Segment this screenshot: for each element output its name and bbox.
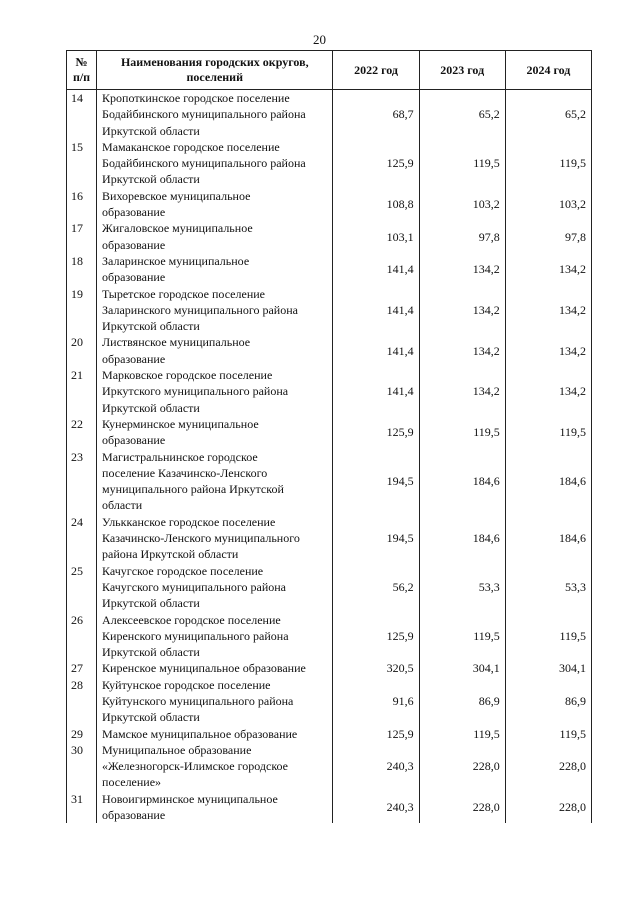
value-2024: 134,2 xyxy=(505,334,591,367)
name-line: Иркутской области xyxy=(102,645,200,660)
name-line: Алексеевское городское поселение xyxy=(102,612,281,627)
name-line: Иркутской области xyxy=(102,172,200,187)
name-line: Заларинского муниципального района xyxy=(102,302,298,317)
municipality-name xyxy=(97,514,333,563)
row-number: 31 xyxy=(67,791,97,824)
value-2023: 134,2 xyxy=(419,334,505,367)
municipality-name xyxy=(97,726,333,742)
value-2022: 194,5 xyxy=(333,514,419,563)
value-2022: 125,9 xyxy=(333,612,419,661)
value-2022: 320,5 xyxy=(333,660,419,676)
value-2024: 184,6 xyxy=(505,514,591,563)
name-line: Иркутской области xyxy=(102,596,200,611)
municipality-name xyxy=(97,188,333,221)
name-line: Качугское городское поселение xyxy=(102,563,264,578)
name-line: Иркутской области xyxy=(102,319,200,334)
page-number: 20 xyxy=(313,32,326,47)
name-line: Мамаканское городское поселение xyxy=(102,139,280,154)
value-2024: 103,2 xyxy=(505,188,591,221)
table-row xyxy=(67,791,592,824)
value-2023: 228,0 xyxy=(419,742,505,791)
value-2024: 97,8 xyxy=(505,220,591,253)
value-2024: 119,5 xyxy=(505,139,591,188)
table-row xyxy=(67,612,592,661)
value-2022: 56,2 xyxy=(333,563,419,612)
municipality-name xyxy=(97,742,333,791)
name-line: Иркутского муниципального района xyxy=(102,384,289,399)
name-line: Иркутской области xyxy=(102,123,200,138)
name-line: Кропоткинское городское поселение xyxy=(102,91,290,105)
row-number: 23 xyxy=(67,449,97,514)
name-line: Магистральнинское городское xyxy=(102,449,258,464)
header-name: Наименования городских округов, поселений xyxy=(97,51,333,90)
name-line: Бодайбинского муниципального района xyxy=(102,156,306,171)
value-2024: 134,2 xyxy=(505,367,591,416)
municipality-name xyxy=(97,286,333,335)
name-line: «Железногорск-Илимское городское xyxy=(102,759,289,774)
header-2022: 2022 год xyxy=(333,51,419,90)
name-line: образование xyxy=(102,351,166,366)
value-2023: 134,2 xyxy=(419,253,505,286)
value-2023: 86,9 xyxy=(419,677,505,726)
value-2024: 65,2 xyxy=(505,90,591,139)
value-2023: 119,5 xyxy=(419,612,505,661)
value-2024: 134,2 xyxy=(505,286,591,335)
table-row xyxy=(67,286,592,335)
value-2024: 304,1 xyxy=(505,660,591,676)
municipality-name xyxy=(97,90,333,139)
table-row xyxy=(67,742,592,791)
row-number: 24 xyxy=(67,514,97,563)
row-number: 21 xyxy=(67,367,97,416)
value-2023: 304,1 xyxy=(419,660,505,676)
value-2023: 134,2 xyxy=(419,286,505,335)
value-2023: 97,8 xyxy=(419,220,505,253)
value-2024: 119,5 xyxy=(505,416,591,449)
municipality-name xyxy=(97,449,333,514)
row-number: 14 xyxy=(67,90,97,139)
name-line: Иркутской области xyxy=(102,400,200,415)
table-body xyxy=(67,90,592,824)
name-line: Куйтунского муниципального района xyxy=(102,693,294,708)
table-row xyxy=(67,416,592,449)
name-line: области xyxy=(102,498,143,513)
tariff-table xyxy=(66,50,592,823)
value-2024: 228,0 xyxy=(505,791,591,824)
table-row xyxy=(67,334,592,367)
value-2022: 240,3 xyxy=(333,742,419,791)
row-number: 20 xyxy=(67,334,97,367)
table-row xyxy=(67,139,592,188)
table-row xyxy=(67,563,592,612)
value-2022: 194,5 xyxy=(333,449,419,514)
value-2022: 125,9 xyxy=(333,416,419,449)
value-2023: 53,3 xyxy=(419,563,505,612)
row-number: 16 xyxy=(67,188,97,221)
table-header-row xyxy=(67,51,592,90)
municipality-name xyxy=(97,563,333,612)
table-row xyxy=(67,677,592,726)
value-2024: 119,5 xyxy=(505,612,591,661)
municipality-name xyxy=(97,253,333,286)
table-row xyxy=(67,220,592,253)
value-2024: 53,3 xyxy=(505,563,591,612)
value-2023: 184,6 xyxy=(419,449,505,514)
name-line: образование xyxy=(102,205,166,220)
municipality-name xyxy=(97,791,333,824)
name-line: образование xyxy=(102,237,166,252)
name-line: Муниципальное образование xyxy=(102,742,252,757)
value-2023: 228,0 xyxy=(419,791,505,824)
value-2022: 91,6 xyxy=(333,677,419,726)
name-line: поселение Казачинско-Ленского xyxy=(102,465,268,480)
row-number: 15 xyxy=(67,139,97,188)
value-2023: 103,2 xyxy=(419,188,505,221)
value-2024: 134,2 xyxy=(505,253,591,286)
value-2024: 184,6 xyxy=(505,449,591,514)
municipality-name xyxy=(97,677,333,726)
row-number: 25 xyxy=(67,563,97,612)
name-line: Казачинско-Ленского муниципального xyxy=(102,531,300,546)
table-row xyxy=(67,660,592,676)
name-line: Тыретское городское поселение xyxy=(102,286,265,301)
name-line: Кунерминское муниципальное xyxy=(102,416,259,431)
value-2023: 184,6 xyxy=(419,514,505,563)
value-2023: 119,5 xyxy=(419,726,505,742)
value-2024: 228,0 xyxy=(505,742,591,791)
value-2023: 119,5 xyxy=(419,416,505,449)
row-number: 30 xyxy=(67,742,97,791)
name-line: Марковское городское поселение xyxy=(102,368,273,383)
municipality-name xyxy=(97,660,333,676)
value-2022: 240,3 xyxy=(333,791,419,824)
value-2022: 141,4 xyxy=(333,253,419,286)
row-number: 26 xyxy=(67,612,97,661)
header-2024: 2024 год xyxy=(505,51,591,90)
name-line: Киренское муниципальное образование xyxy=(102,661,306,676)
name-line: муниципального района Иркутской xyxy=(102,482,284,497)
name-line: Улькканское городское поселение xyxy=(102,514,276,529)
value-2022: 68,7 xyxy=(333,90,419,139)
municipality-name xyxy=(97,334,333,367)
name-line: района Иркутской области xyxy=(102,547,239,562)
value-2022: 125,9 xyxy=(333,726,419,742)
name-line: Листвянское муниципальное xyxy=(102,335,251,350)
name-line: образование xyxy=(102,808,166,823)
row-number: 22 xyxy=(67,416,97,449)
value-2022: 141,4 xyxy=(333,286,419,335)
name-line: Киренского муниципального района xyxy=(102,628,289,643)
name-line: Заларинское муниципальное xyxy=(102,253,250,268)
row-number: 28 xyxy=(67,677,97,726)
row-number: 17 xyxy=(67,220,97,253)
name-line: Мамское муниципальное образование xyxy=(102,726,298,741)
value-2022: 141,4 xyxy=(333,334,419,367)
table-row xyxy=(67,188,592,221)
municipality-name xyxy=(97,220,333,253)
row-number: 19 xyxy=(67,286,97,335)
row-number: 29 xyxy=(67,726,97,742)
table-row xyxy=(67,514,592,563)
municipality-name xyxy=(97,612,333,661)
value-2022: 108,8 xyxy=(333,188,419,221)
name-line: Иркутской области xyxy=(102,710,200,725)
name-line: Вихоревское муниципальное xyxy=(102,188,251,203)
municipality-name xyxy=(97,367,333,416)
value-2024: 86,9 xyxy=(505,677,591,726)
table-row xyxy=(67,90,592,139)
header-2023: 2023 год xyxy=(419,51,505,90)
table-row xyxy=(67,253,592,286)
header-num: № п/п xyxy=(67,51,97,90)
value-2024: 119,5 xyxy=(505,726,591,742)
name-line: образование xyxy=(102,433,166,448)
table-row xyxy=(67,726,592,742)
name-line: Куйтунское городское поселение xyxy=(102,677,271,692)
value-2023: 134,2 xyxy=(419,367,505,416)
value-2022: 103,1 xyxy=(333,220,419,253)
table-row xyxy=(67,367,592,416)
name-line: поселение» xyxy=(102,775,162,790)
name-line: Новоигирминское муниципальное xyxy=(102,791,278,806)
name-line: Качугского муниципального района xyxy=(102,579,287,594)
row-number: 27 xyxy=(67,660,97,676)
value-2022: 141,4 xyxy=(333,367,419,416)
name-line: образование xyxy=(102,270,166,285)
name-line: Жигаловское муниципальное xyxy=(102,221,253,236)
table-row xyxy=(67,449,592,514)
value-2022: 125,9 xyxy=(333,139,419,188)
value-2023: 119,5 xyxy=(419,139,505,188)
value-2023: 65,2 xyxy=(419,90,505,139)
municipality-name xyxy=(97,416,333,449)
municipality-name xyxy=(97,139,333,188)
row-number: 18 xyxy=(67,253,97,286)
name-line: Бодайбинского муниципального района xyxy=(102,107,306,122)
